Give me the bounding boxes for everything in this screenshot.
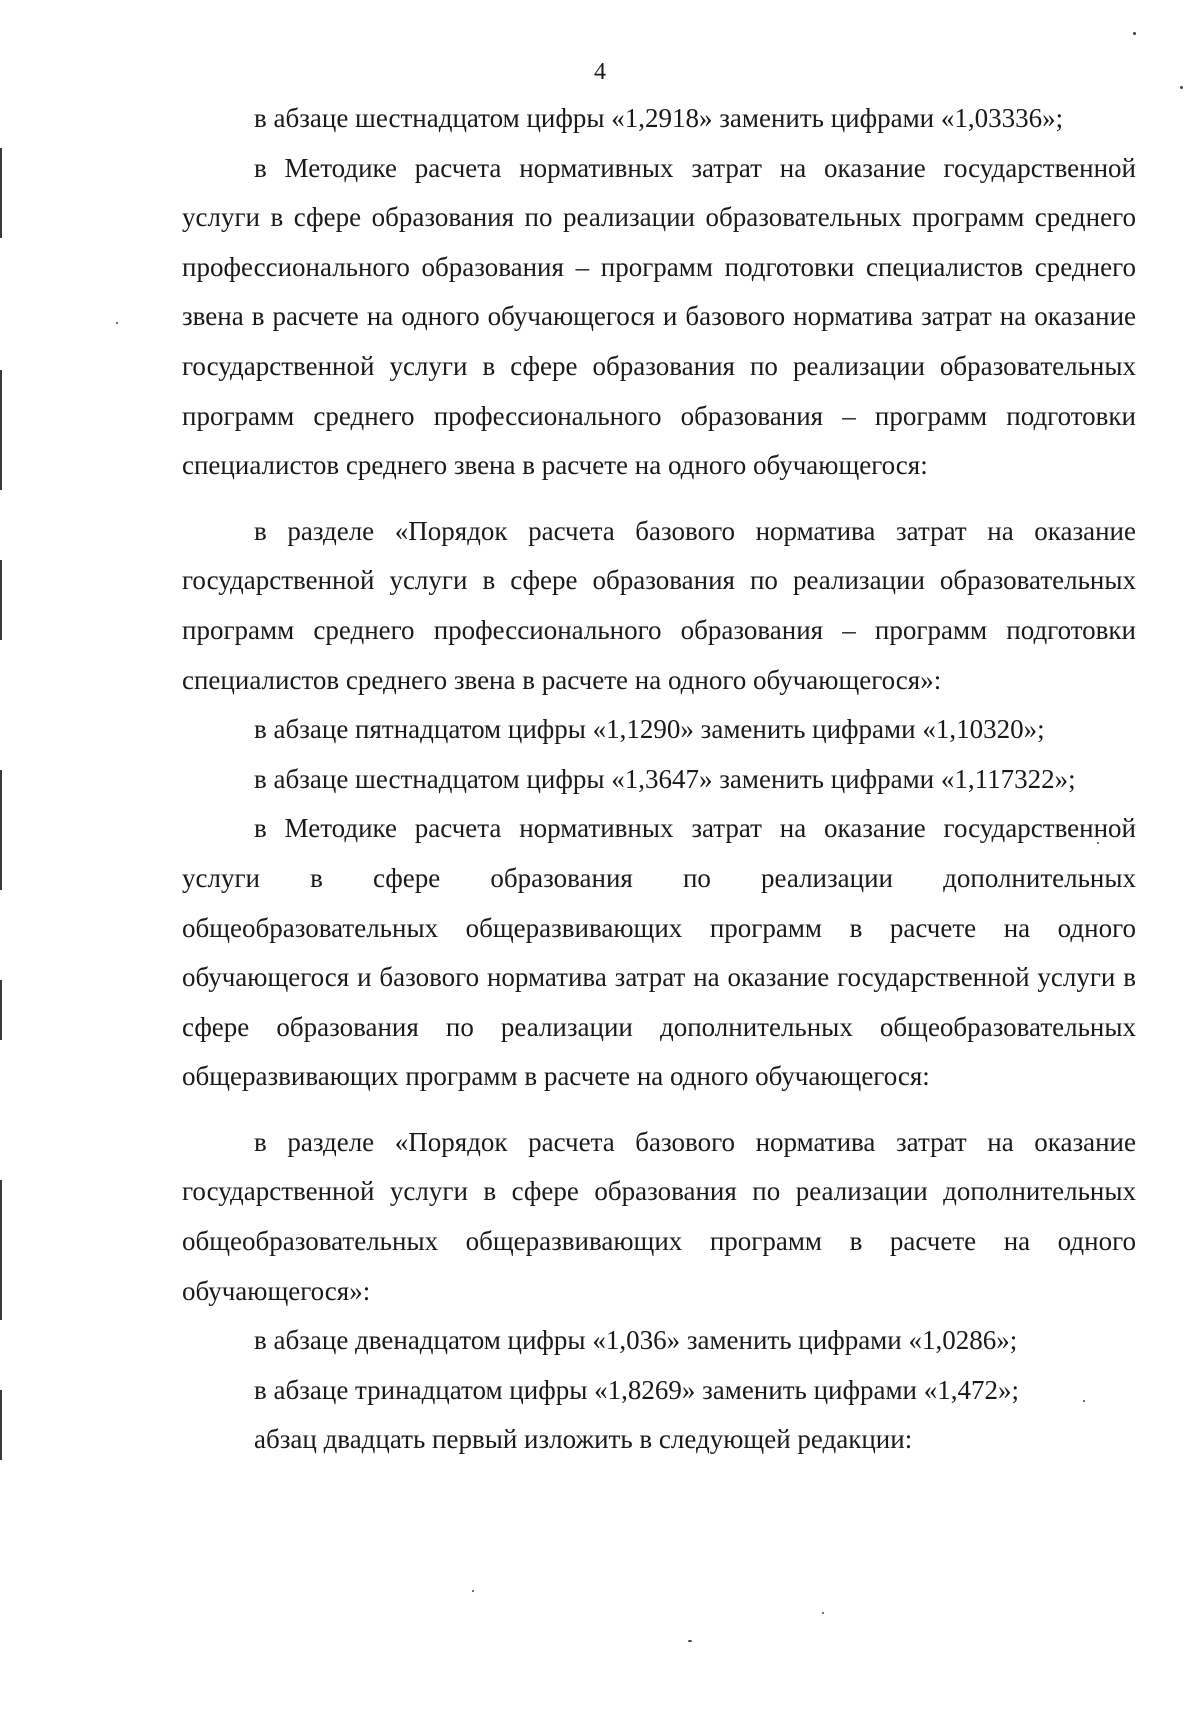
scan-speck: [472, 1590, 474, 1592]
scan-edge-mark: [0, 370, 2, 490]
scan-edge-mark: [0, 148, 2, 238]
amendment-paragraph: абзац двадцать первый изложить в следующей редакции:: [254, 1424, 913, 1455]
scan-speck: [822, 1612, 824, 1614]
scan-edge-mark: [0, 980, 2, 1040]
document-body: [182, 94, 1136, 1465]
amendment-paragraph: в абзаце шестнадцатом цифры «1,3647» заменить цифрами «1,117322»;: [254, 763, 1076, 794]
methodology-paragraph: в Методике расчета нормативных затрат на оказание государственной услуги в сфере образования по реализации дополнительных общеобразовательных общеразвивающих программ в расчете на одного обучающегося и базового норматива затрат на оказание государственной услуги в сфере образования по реализации дополнительных общеобразовательных общеразвивающих программ в расчете на одного обучающегося:: [182, 813, 1136, 1092]
scan-edge-mark: [0, 1390, 2, 1460]
amendment-paragraph: в абзаце пятнадцатом цифры «1,1290» заменить цифрами «1,10320»;: [254, 714, 1045, 745]
scan-edge-mark: [0, 1180, 2, 1320]
section-paragraph: в разделе «Порядок расчета базового норматива затрат на оказание государственной услуги в сфере образования по реализации дополнительных общеобразовательных общеразвивающих программ в расчете на одного обучающегося»:: [182, 1126, 1136, 1306]
scan-edge-mark: [0, 770, 2, 890]
page-number: 4: [594, 59, 606, 85]
amendment-paragraph: в абзаце шестнадцатом цифры «1,2918» заменить цифрами «1,03336»;: [254, 103, 1064, 133]
section-paragraph: в разделе «Порядок расчета базового норматива затрат на оказание государственной услуги в сфере образования по реализации образовательных программ среднего профессионального образования – программ подготовки специалистов среднего звена в расчете на одного обучающегося»:: [182, 515, 1136, 695]
scan-speck: [688, 1640, 692, 1642]
scan-speck: [1133, 32, 1136, 35]
scan-edge-mark: [0, 560, 2, 640]
scan-speck: [1180, 86, 1183, 89]
methodology-paragraph: в Методике расчета нормативных затрат на оказание государственной услуги в сфере образования по реализации образовательных программ среднего профессионального образования – программ подготовки специалистов среднего звена в расчете на одного обучающегося и базового норматива затрат на оказание государственной услуги в сфере образования по реализации образовательных программ среднего профессионального образования – программ подготовки специалистов среднего звена в расчете на одного обучающегося:: [182, 152, 1136, 481]
amendment-paragraph: в абзаце двенадцатом цифры «1,036» заменить цифрами «1,0286»;: [254, 1325, 1018, 1356]
amendment-paragraph: в абзаце тринадцатом цифры «1,8269» заменить цифрами «1,472»;: [254, 1374, 1019, 1405]
scan-speck: [116, 322, 118, 324]
